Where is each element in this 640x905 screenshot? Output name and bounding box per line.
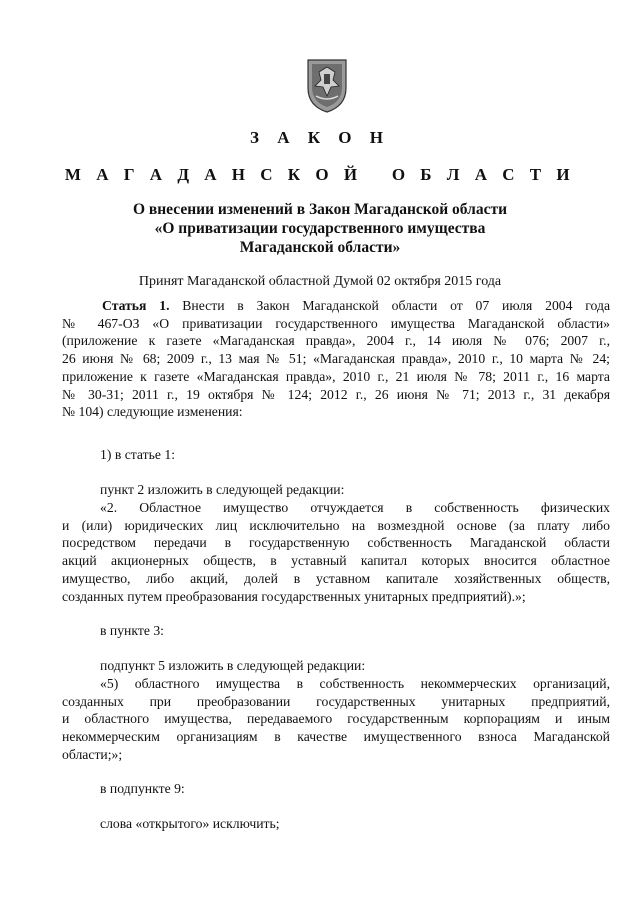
subpoint-5-line-4: некоммерческим организациям в качестве имущественного взноса Магаданской [62,729,610,745]
accepted-line: Принят Магаданской областной Думой 02 октября 2015 года [138,274,502,289]
article-1-paragraph [62,297,610,421]
document-type-title: З А К О Н [249,128,391,147]
article-1-line-2: № 467-ОЗ «О приватизации государственного имущества Магаданской области» [62,315,610,331]
subpoint-5-line-2: созданных при преобразовании государственных унитарных предприятий, [62,693,610,709]
article-1-line-5: приложение к газете «Магаданская правда», 2010 г., 21 июля № 78; 2011 г., 16 марта [62,368,610,384]
article-1-line-4: 26 июня № 68; 2009 г., 13 мая № 51; «Магаданская правда», 2010 г., 10 марта № 24; [62,351,610,367]
article-1-label: Статья 1. [102,298,170,313]
coat-of-arms-icon [304,56,350,114]
point-2-line-3: посредством передачи в государственную собственность Магаданской области [62,535,610,551]
subpoint-5-intro: подпункт 5 изложить в следующей редакции: [100,658,366,673]
law-subtitle [0,200,640,257]
point-2-text [62,499,610,605]
article-1-line-6: № 30-31; 2011 г., 19 октября № 124; 2012 г., 26 июня № 71; 2013 г., 31 декабря [62,386,610,402]
article-1-text: Внести в Закон Магаданской области от 07 июля 2004 года [182,298,611,313]
subtitle-line-2: «О приватизации государственного имущества [154,220,486,237]
subtitle-line-1: О внесении изменений в Закон Магаданской области [132,201,508,218]
subpoint-5-text [62,675,610,764]
subpoint-9: в подпункте 9: [100,781,185,796]
point-2-line-6: созданных путем преобразования государственных унитарных предприятий).»; [62,588,526,604]
article-1-line-1 [62,297,610,315]
item-1: 1) в статье 1: [100,447,176,462]
point-2-line-2: и (или) юридических лиц исключительно на возмездной основе (за плату либо [62,517,610,533]
point-2-line-4: акций акционерных обществ, в уставный капитал которых вносится областное [62,553,610,569]
point-2-line-5: имущество, либо акций, долей в уставном капитале хозяйственных обществ, [62,570,610,586]
subpoint-5-line-5: области;»; [62,746,123,762]
point-2-line-1: «2. Областное имущество отчуждается в собственность физических [100,500,610,515]
point-2-intro: пункт 2 изложить в следующей редакции: [100,482,345,497]
article-1-line-7: № 104) следующие изменения: [62,404,243,420]
subtitle-line-3: Магаданской области» [239,239,401,256]
subpoint-5-line-3: и областного имущества, передаваемого государственным корпорациям и иным [62,711,610,727]
point-3: в пункте 3: [100,623,164,638]
subpoint-5-line-1: «5) областного имущества в собственность некоммерческих организаций, [100,676,610,691]
article-1-line-3: (приложение к газете «Магаданская правда», 2004 г., 14 июля № 076; 2007 г., [62,333,610,349]
region-title: М А Г А Д А Н С К О Й О Б Л А С Т И [64,165,576,184]
subpoint-9-action: слова «открытого» исключить; [100,816,280,831]
